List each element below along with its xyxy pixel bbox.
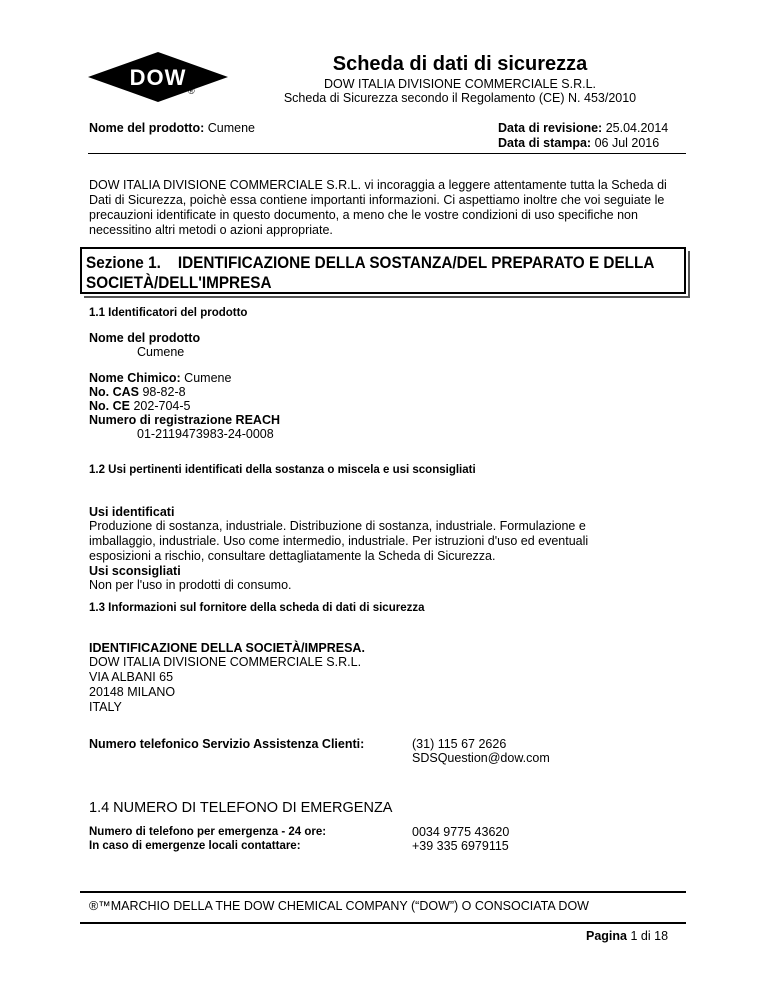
uses-advised-against-label: Usi sconsigliati — [89, 564, 181, 578]
registered-mark: ® — [188, 86, 195, 96]
company-identification-heading: IDENTIFICAZIONE DELLA SOCIETÀ/IMPRESA. — [89, 641, 365, 655]
document-title: Scheda di dati di sicurezza — [332, 53, 588, 75]
cas-value: 98-82-8 — [142, 385, 186, 399]
reach-label: Numero di registrazione REACH — [89, 413, 281, 427]
page-label: Pagina — [586, 929, 627, 943]
subsection-1-3-title: 1.3 Informazioni sul fornitore della scheda di dati di sicurezza — [89, 602, 425, 614]
address-line: 20148 MILANO — [89, 685, 176, 699]
customer-service-phone-label: Numero telefonico Servizio Assistenza Clienti: — [89, 737, 365, 751]
section-1-heading-line1: Sezione 1. IDENTIFICAZIONE DELLA SOSTANZA/DEL PREPARATO E DELLA — [86, 253, 655, 272]
footer-bottom-rule — [80, 922, 686, 924]
chemical-name-label: Nome Chimico: — [89, 371, 181, 385]
header-regulation: Scheda di Sicurezza secondo il Regolamento (CE) N. 453/2010 — [283, 91, 637, 105]
product-name-label: Nome del prodotto: — [89, 121, 205, 135]
ce-row — [89, 399, 190, 414]
local-emergency-label: In caso di emergenze locali contattare: — [89, 840, 301, 852]
address-line: VIA ALBANI 65 — [89, 670, 174, 684]
customer-service-phone-value: (31) 115 67 2626 — [412, 737, 507, 751]
ce-value: 202-704-5 — [133, 399, 191, 413]
reach-value: 01-2119473983-24-0008 — [137, 427, 274, 441]
logo-wordmark: DOW — [129, 65, 187, 90]
company-address — [89, 655, 361, 715]
subsection-1-1-title: 1.1 Identificatori del prodotto — [89, 307, 248, 319]
identified-uses-label: Usi identificati — [89, 505, 175, 519]
section-1-heading-line2: SOCIETÀ/DELL'IMPRESA — [86, 273, 272, 292]
customer-service-email[interactable]: SDSQuestion@dow.com — [412, 751, 550, 765]
revision-date-value: 25.04.2014 — [605, 121, 669, 135]
dow-logo — [88, 52, 228, 102]
cas-row — [89, 385, 186, 400]
print-date-label: Data di stampa: — [498, 136, 592, 150]
header-company: DOW ITALIA DIVISIONE COMMERCIALE S.R.L. — [323, 77, 597, 91]
trademark-notice: ®™MARCHIO DELLA THE DOW CHEMICAL COMPANY (“DOW”) O CONSOCIATA DOW — [89, 899, 589, 913]
product-name-value: Cumene — [207, 121, 255, 135]
address-line: ITALY — [89, 700, 122, 714]
page-value: 1 di 18 — [630, 929, 669, 943]
emergency-phone-label: Numero di telefono per emergenza - 24 ore: — [89, 826, 327, 838]
product-name-detail: Cumene — [137, 345, 185, 359]
uses-advised-against-text: Non per l'uso in prodotti di consumo. — [89, 578, 292, 592]
local-emergency-value: +39 335 6979115 — [412, 839, 509, 853]
subsection-1-4-title: 1.4 NUMERO DI TELEFONO DI EMERGENZA — [89, 800, 393, 816]
cas-label: No. CAS — [89, 385, 139, 399]
subsection-1-2-title: 1.2 Usi pertinenti identificati della sostanza o miscela e usi sconsigliati — [89, 464, 476, 476]
revision-date-row — [498, 121, 668, 136]
product-name-heading: Nome del prodotto — [89, 331, 201, 345]
print-date-row — [498, 136, 659, 151]
emergency-phone-value: 0034 9775 43620 — [412, 825, 510, 839]
address-line: DOW ITALIA DIVISIONE COMMERCIALE S.R.L. — [89, 655, 362, 669]
ce-label: No. CE — [89, 399, 130, 413]
revision-date-label: Data di revisione: — [498, 121, 603, 135]
section-1-heading — [80, 247, 686, 294]
identified-uses-text: Produzione di sostanza, industriale. Distribuzione di sostanza, industriale. Formulazione e imballaggio, industriale. Uso come intermedio, industriale. Per istruzioni d'uso ed eventuali esposizioni a rischio, consultare dettagliatamente la Scheda di Sicurezza. — [89, 519, 589, 563]
print-date-value: 06 Jul 2016 — [594, 136, 660, 150]
footer-top-rule — [80, 891, 686, 893]
chemical-name-value: Cumene — [184, 371, 232, 385]
header-divider — [88, 153, 686, 154]
page-number — [586, 929, 668, 944]
product-name-row — [89, 121, 255, 136]
chemical-name-row — [89, 371, 231, 386]
intro-paragraph: DOW ITALIA DIVISIONE COMMERCIALE S.R.L. vi incoraggia a leggere attentamente tutta la Scheda di Dati di Sicurezza, poichè essa contiene importanti informazioni. Ci aspettiamo inoltre che voi seguiate le precauzioni identificate in questo documento, a meno che le vostre condizioni di uso specifiche non necessitino altri metodi o azioni appropriate. — [89, 178, 667, 237]
